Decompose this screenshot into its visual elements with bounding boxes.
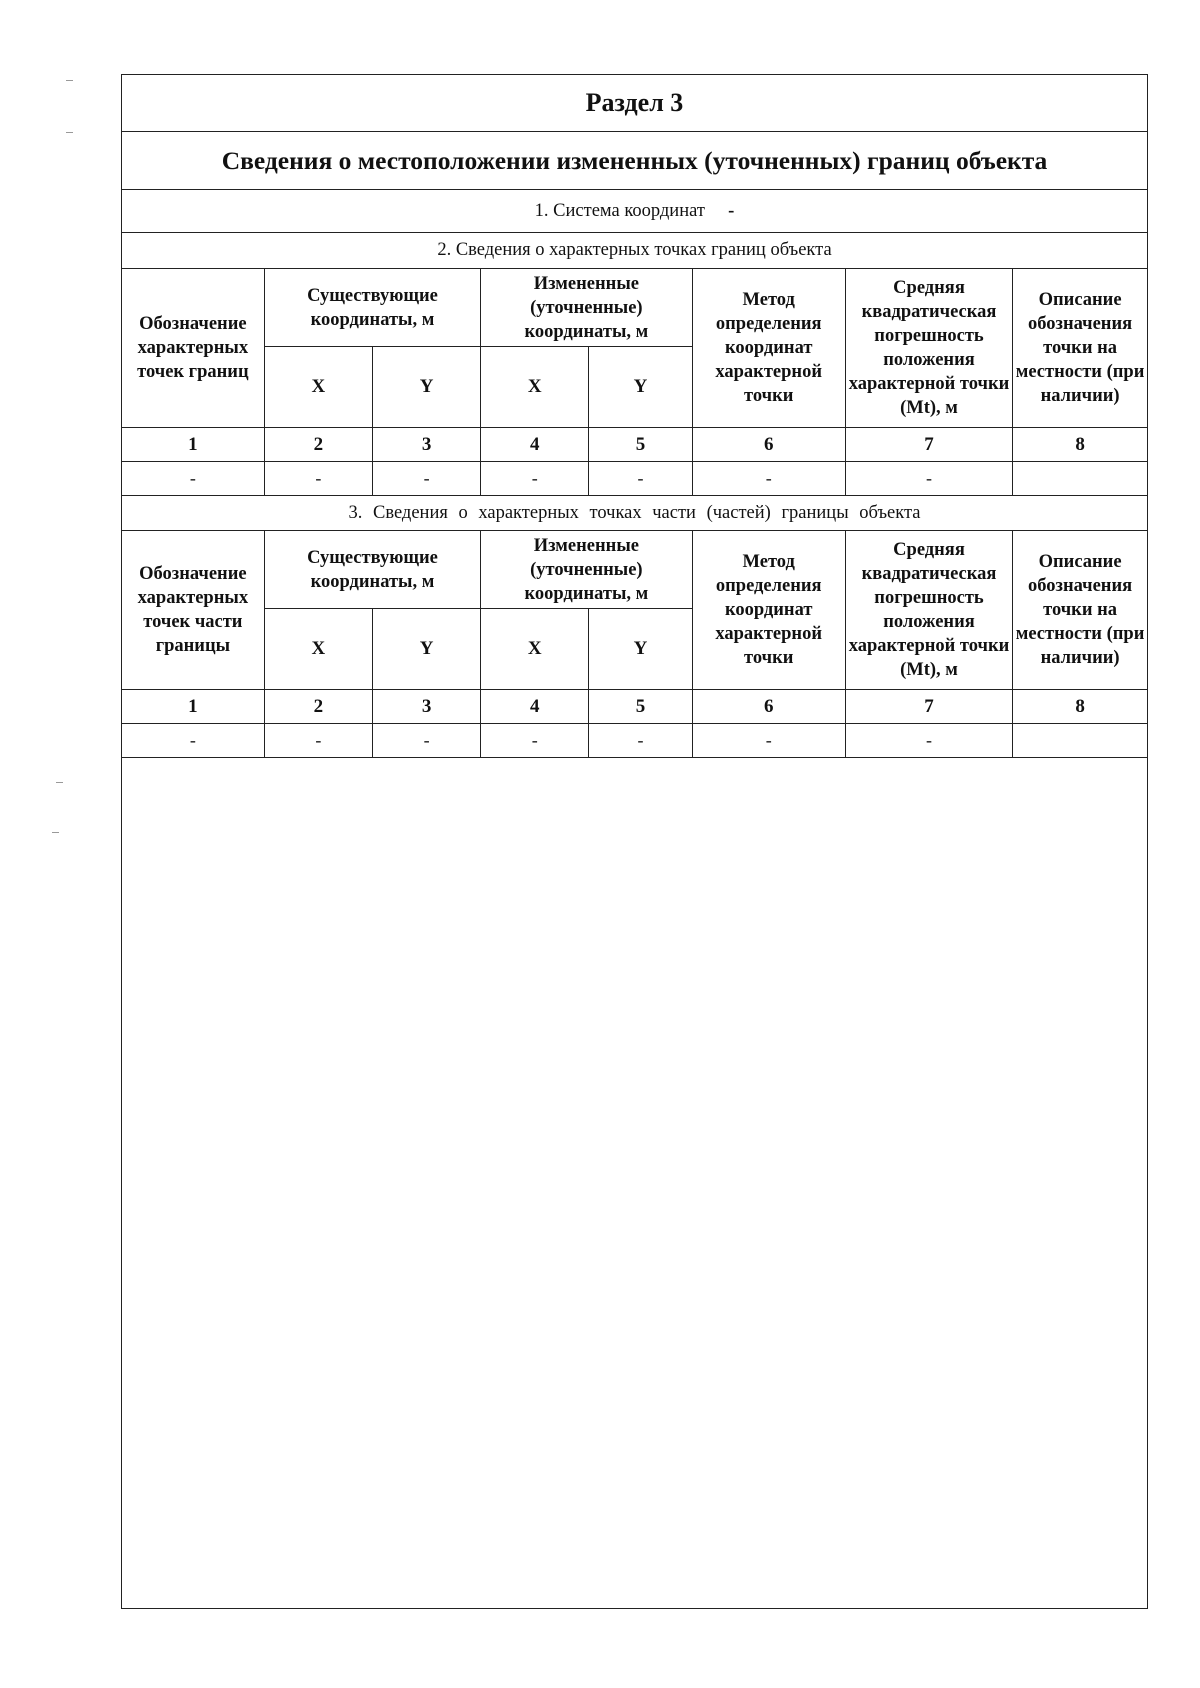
section-table [122, 75, 1147, 758]
section2-changed-y: Y [589, 347, 692, 428]
col-number: 1 [122, 690, 264, 724]
section3-col-existing: Существующие координаты, м [264, 531, 480, 609]
table-cell [1013, 724, 1147, 758]
col-number: 3 [372, 428, 480, 462]
section3-col-error: Средняя квадратическая погрешность положения характерной точки (Mt), м [845, 531, 1012, 690]
table-cell: - [264, 724, 372, 758]
col-number: 2 [264, 690, 372, 724]
section3-existing-x: X [264, 609, 372, 690]
section2-heading: 2. Сведения о характерных точках границ объекта [122, 233, 1147, 269]
col-number: 8 [1013, 428, 1147, 462]
col-number: 7 [845, 428, 1012, 462]
table-cell: - [264, 462, 372, 496]
margin-mark [66, 132, 73, 133]
section2-col-description: Описание обозначения точки на местности (при наличии) [1013, 269, 1147, 428]
coordinate-system-label: 1. Система координат [534, 200, 705, 221]
table-cell: - [845, 724, 1012, 758]
col-number: 6 [692, 690, 845, 724]
section2-data-row [122, 462, 1147, 496]
table-cell: - [481, 724, 589, 758]
col-number: 5 [589, 428, 692, 462]
table-cell: - [372, 462, 480, 496]
margin-mark [56, 782, 63, 783]
table-cell: - [122, 724, 264, 758]
section3-col-changed: Измененные (уточненные) координаты, м [481, 531, 692, 609]
col-number: 5 [589, 690, 692, 724]
col-number: 4 [481, 690, 589, 724]
table-cell: - [589, 462, 692, 496]
section3-col-designation: Обозначение характерных точек части границы [122, 531, 264, 690]
section3-number-row [122, 690, 1147, 724]
table-cell: - [692, 724, 845, 758]
col-number: 1 [122, 428, 264, 462]
section2-existing-y: Y [372, 347, 480, 428]
coordinate-system-line [122, 190, 1147, 233]
section2-existing-x: X [264, 347, 372, 428]
margin-mark [52, 832, 59, 833]
section3-heading: 3. Сведения о характерных точках части (частей) границы объекта [122, 496, 1147, 531]
col-number: 2 [264, 428, 372, 462]
table-cell: - [589, 724, 692, 758]
col-number: 6 [692, 428, 845, 462]
section2-col-designation: Обозначение характерных точек границ [122, 269, 264, 428]
table-cell [1013, 462, 1147, 496]
section2-col-error: Средняя квадратическая погрешность положения характерной точки (Mt), м [845, 269, 1012, 428]
table-cell: - [372, 724, 480, 758]
section3-changed-x: X [481, 609, 589, 690]
section3-col-method: Метод определения координат характерной точки [692, 531, 845, 690]
margin-mark [66, 80, 73, 81]
section3-col-description: Описание обозначения точки на местности (при наличии) [1013, 531, 1147, 690]
table-cell: - [692, 462, 845, 496]
section3-existing-y: Y [372, 609, 480, 690]
table-cell: - [845, 462, 1012, 496]
section3-changed-y: Y [589, 609, 692, 690]
col-number: 3 [372, 690, 480, 724]
table-cell: - [122, 462, 264, 496]
section-subtitle: Сведения о местоположении измененных (уточненных) границ объекта [122, 132, 1147, 190]
section2-col-existing: Существующие координаты, м [264, 269, 480, 347]
section2-changed-x: X [481, 347, 589, 428]
col-number: 4 [481, 428, 589, 462]
coordinate-system-value: - [728, 200, 735, 221]
section2-col-method: Метод определения координат характерной точки [692, 269, 845, 428]
document-sheet [121, 74, 1148, 1609]
section2-number-row [122, 428, 1147, 462]
col-number: 7 [845, 690, 1012, 724]
section2-col-changed: Измененные (уточненные) координаты, м [481, 269, 692, 347]
col-number: 8 [1013, 690, 1147, 724]
section3-data-row [122, 724, 1147, 758]
section-title: Раздел 3 [122, 75, 1147, 132]
table-cell: - [481, 462, 589, 496]
